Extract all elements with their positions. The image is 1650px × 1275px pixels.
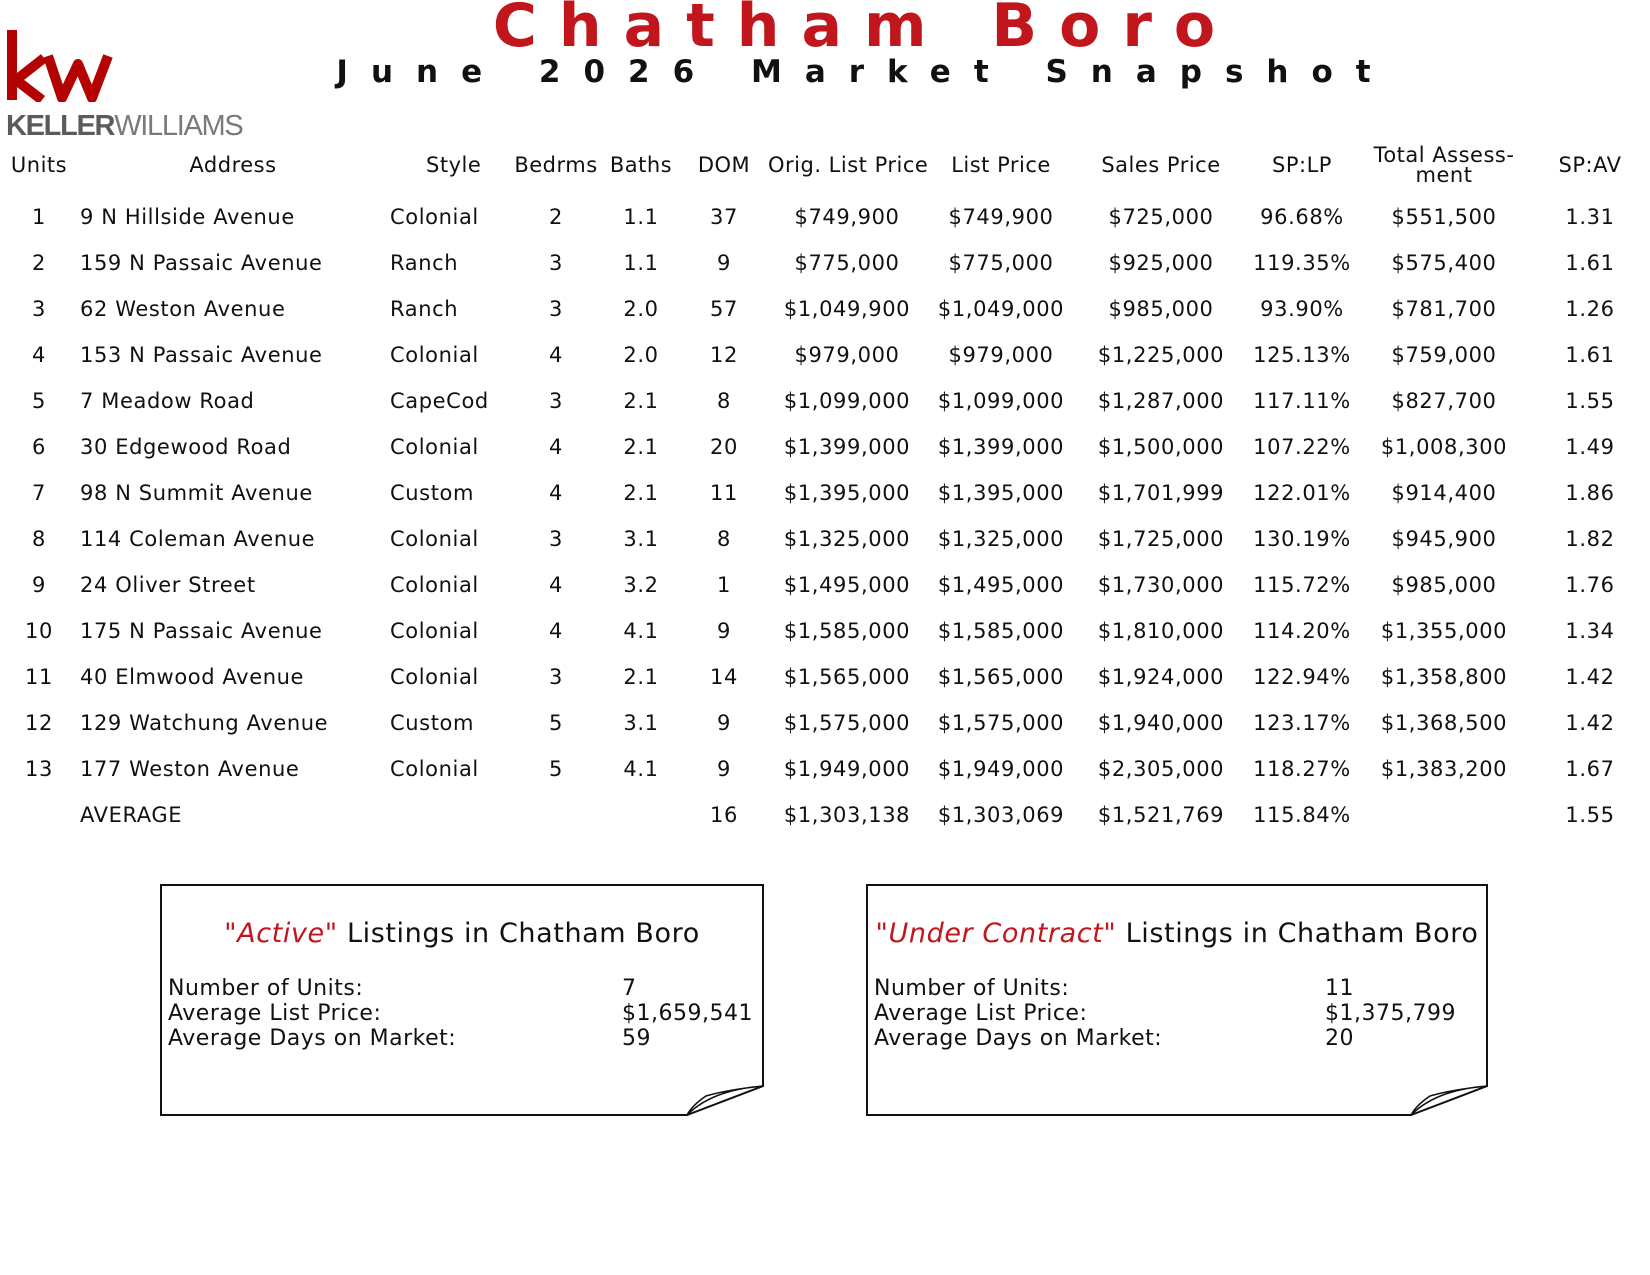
cell-total-assessment: $827,700 xyxy=(1391,389,1497,413)
average-sp-av: 1.55 xyxy=(1565,803,1615,827)
cell-sp-lp: 115.72% xyxy=(1253,573,1351,597)
cell-sp-lp: 125.13% xyxy=(1253,343,1351,367)
cell-bedrooms: 5 xyxy=(549,711,563,735)
cell-list-price: $1,325,000 xyxy=(937,527,1065,551)
cell-total-assessment: $1,355,000 xyxy=(1380,619,1508,643)
cell-sp-lp: 107.22% xyxy=(1253,435,1351,459)
average-list-price: $1,303,069 xyxy=(937,803,1065,827)
cell-address: 98 N Summit Avenue xyxy=(80,481,313,505)
cell-sp-av: 1.49 xyxy=(1565,435,1615,459)
cell-sp-lp: 122.94% xyxy=(1253,665,1351,689)
cell-bedrooms: 2 xyxy=(549,205,563,229)
cell-total-assessment: $1,383,200 xyxy=(1380,757,1508,781)
cell-address: 175 N Passaic Avenue xyxy=(80,619,323,643)
cell-baths: 3.2 xyxy=(623,573,659,597)
active-price-value: $1,659,541 xyxy=(622,1001,753,1026)
cell-list-price: $1,049,000 xyxy=(937,297,1065,321)
cell-sales-price: $1,500,000 xyxy=(1097,435,1225,459)
cell-sp-lp: 123.17% xyxy=(1253,711,1351,735)
cell-total-assessment: $1,368,500 xyxy=(1380,711,1508,735)
cell-sales-price: $1,940,000 xyxy=(1097,711,1225,735)
cell-list-price: $1,585,000 xyxy=(937,619,1065,643)
cell-bedrooms: 3 xyxy=(549,251,563,275)
cell-empty xyxy=(602,792,680,838)
table-row xyxy=(0,654,1650,700)
cell-baths: 2.1 xyxy=(623,389,659,413)
cell-style: Colonial xyxy=(390,435,479,459)
average-label: AVERAGE xyxy=(80,803,183,827)
cell-empty xyxy=(1358,792,1530,838)
cell-style: Colonial xyxy=(390,527,479,551)
cell-empty xyxy=(388,792,510,838)
cell-baths: 2.1 xyxy=(623,481,659,505)
cell-total-assessment: $781,700 xyxy=(1391,297,1497,321)
table-row xyxy=(0,378,1650,424)
cell-sp-av: 1.26 xyxy=(1565,297,1615,321)
active-units-value: 7 xyxy=(622,976,637,1001)
column-header-address: Address xyxy=(189,153,277,177)
cell-address: 9 N Hillside Avenue xyxy=(80,205,295,229)
cell-dom: 9 xyxy=(717,757,731,781)
cell-sales-price: $1,810,000 xyxy=(1097,619,1225,643)
active-listings-box xyxy=(160,884,764,1116)
cell-total-assessment: $759,000 xyxy=(1391,343,1497,367)
column-header-sp-av: SP:AV xyxy=(1558,153,1622,177)
table-row xyxy=(0,286,1650,332)
cell-dom: 12 xyxy=(710,343,738,367)
cell-sp-av: 1.86 xyxy=(1565,481,1615,505)
cell-baths: 3.1 xyxy=(623,527,659,551)
active-title-rest: Listings in Chatham Boro xyxy=(346,918,700,949)
cell-address: 7 Meadow Road xyxy=(80,389,255,413)
cell-sp-lp: 114.20% xyxy=(1253,619,1351,643)
cell-unit-number: 5 xyxy=(32,389,46,413)
cell-orig-list-price: $1,395,000 xyxy=(783,481,911,505)
contract-price-label: Average List Price: xyxy=(874,1001,1088,1026)
cell-orig-list-price: $1,325,000 xyxy=(783,527,911,551)
cell-orig-list-price: $1,575,000 xyxy=(783,711,911,735)
cell-address: 30 Edgewood Road xyxy=(80,435,292,459)
cell-sp-lp: 96.68% xyxy=(1260,205,1344,229)
cell-total-assessment: $575,400 xyxy=(1391,251,1497,275)
cell-total-assessment: $985,000 xyxy=(1391,573,1497,597)
assessment-header-line1: Total Assess- xyxy=(1373,143,1515,167)
cell-address: 129 Watchung Avenue xyxy=(80,711,329,735)
cell-list-price: $1,565,000 xyxy=(937,665,1065,689)
cell-sales-price: $1,225,000 xyxy=(1097,343,1225,367)
table-row xyxy=(0,516,1650,562)
cell-dom: 8 xyxy=(717,527,731,551)
column-header-sp-lp: SP:LP xyxy=(1272,153,1332,177)
average-sp-lp: 115.84% xyxy=(1253,803,1351,827)
cell-address: 159 N Passaic Avenue xyxy=(80,251,323,275)
cell-baths: 2.1 xyxy=(623,435,659,459)
cell-address: 177 Weston Avenue xyxy=(80,757,300,781)
cell-dom: 1 xyxy=(717,573,731,597)
sales-table xyxy=(0,136,1650,838)
cell-list-price: $1,395,000 xyxy=(937,481,1065,505)
cell-sales-price: $2,305,000 xyxy=(1097,757,1225,781)
cell-baths: 1.1 xyxy=(623,205,659,229)
cell-orig-list-price: $749,900 xyxy=(794,205,900,229)
cell-style: Custom xyxy=(390,481,475,505)
cell-sp-av: 1.55 xyxy=(1565,389,1615,413)
contract-box-title xyxy=(866,918,1488,949)
contract-units-value: 11 xyxy=(1325,976,1354,1001)
cell-baths: 2.0 xyxy=(623,343,659,367)
logo-word-williams: WILLIAMS xyxy=(114,110,243,142)
table-row xyxy=(0,470,1650,516)
table-row xyxy=(0,332,1650,378)
cell-unit-number: 2 xyxy=(32,251,46,275)
cell-sp-lp: 93.90% xyxy=(1260,297,1344,321)
cell-list-price: $1,399,000 xyxy=(937,435,1065,459)
cell-orig-list-price: $1,565,000 xyxy=(783,665,911,689)
cell-orig-list-price: $1,585,000 xyxy=(783,619,911,643)
cell-sp-av: 1.42 xyxy=(1565,711,1615,735)
cell-sp-lp: 117.11% xyxy=(1253,389,1351,413)
cell-style: Ranch xyxy=(390,297,459,321)
cell-baths: 4.1 xyxy=(623,619,659,643)
cell-total-assessment: $945,900 xyxy=(1391,527,1497,551)
column-header-list-price: List Price xyxy=(951,153,1051,177)
cell-sp-lp: 130.19% xyxy=(1253,527,1351,551)
cell-style: Ranch xyxy=(390,251,459,275)
cell-empty xyxy=(510,792,602,838)
cell-sp-av: 1.42 xyxy=(1565,665,1615,689)
table-row xyxy=(0,562,1650,608)
cell-unit-number: 6 xyxy=(32,435,46,459)
cell-list-price: $775,000 xyxy=(948,251,1054,275)
cell-sp-av: 1.61 xyxy=(1565,251,1615,275)
column-header-total-assessment xyxy=(1358,136,1530,194)
cell-style: Custom xyxy=(390,711,475,735)
table-row xyxy=(0,700,1650,746)
active-price-label: Average List Price: xyxy=(168,1001,382,1026)
page-subtitle: June 2026 Market Snapshot xyxy=(336,54,1394,90)
cell-style: CapeCod xyxy=(390,389,489,413)
cell-total-assessment: $1,008,300 xyxy=(1380,435,1508,459)
table-row xyxy=(0,608,1650,654)
cell-unit-number: 12 xyxy=(25,711,53,735)
cell-style: Colonial xyxy=(390,665,479,689)
cell-orig-list-price: $1,399,000 xyxy=(783,435,911,459)
cell-sp-lp: 119.35% xyxy=(1253,251,1351,275)
cell-sp-av: 1.76 xyxy=(1565,573,1615,597)
cell-sales-price: $1,725,000 xyxy=(1097,527,1225,551)
table-row xyxy=(0,424,1650,470)
cell-address: 24 Oliver Street xyxy=(80,573,256,597)
active-dom-value: 59 xyxy=(622,1026,651,1051)
active-units-label: Number of Units: xyxy=(168,976,364,1001)
contract-title-rest: Listings in Chatham Boro xyxy=(1125,918,1479,949)
average-orig-list-price: $1,303,138 xyxy=(783,803,911,827)
cell-list-price: $979,000 xyxy=(948,343,1054,367)
cell-unit-number: 1 xyxy=(32,205,46,229)
cell-sales-price: $1,287,000 xyxy=(1097,389,1225,413)
cell-dom: 8 xyxy=(717,389,731,413)
average-row xyxy=(0,792,1650,838)
cell-sales-price: $725,000 xyxy=(1108,205,1214,229)
cell-unit-number: 4 xyxy=(32,343,46,367)
column-header-units: Units xyxy=(10,153,68,177)
active-box-title xyxy=(160,918,764,949)
cell-sp-av: 1.82 xyxy=(1565,527,1615,551)
cell-sales-price: $985,000 xyxy=(1108,297,1214,321)
cell-orig-list-price: $775,000 xyxy=(794,251,900,275)
cell-dom: 9 xyxy=(717,711,731,735)
cell-total-assessment: $551,500 xyxy=(1391,205,1497,229)
cell-baths: 3.1 xyxy=(623,711,659,735)
cell-dom: 57 xyxy=(710,297,738,321)
cell-style: Colonial xyxy=(390,205,479,229)
column-header-sales-price: Sales Price xyxy=(1101,153,1221,177)
cell-list-price: $1,099,000 xyxy=(937,389,1065,413)
table-row xyxy=(0,240,1650,286)
cell-sp-av: 1.31 xyxy=(1565,205,1615,229)
cell-baths: 2.1 xyxy=(623,665,659,689)
cell-orig-list-price: $1,099,000 xyxy=(783,389,911,413)
column-header-dom: DOM xyxy=(697,153,751,177)
cell-empty xyxy=(0,792,78,838)
cell-orig-list-price: $1,949,000 xyxy=(783,757,911,781)
table-header-row xyxy=(0,136,1650,194)
cell-bedrooms: 4 xyxy=(549,343,563,367)
cell-style: Colonial xyxy=(390,619,479,643)
average-sales-price: $1,521,769 xyxy=(1097,803,1225,827)
column-header-style: Style xyxy=(426,153,482,177)
column-header-bedrooms: Bedrms xyxy=(514,153,598,177)
cell-unit-number: 11 xyxy=(25,665,53,689)
cell-style: Colonial xyxy=(390,573,479,597)
cell-sales-price: $925,000 xyxy=(1108,251,1214,275)
cell-style: Colonial xyxy=(390,757,479,781)
cell-baths: 4.1 xyxy=(623,757,659,781)
active-title-accent: "Active" xyxy=(224,918,338,949)
cell-address: 153 N Passaic Avenue xyxy=(80,343,323,367)
cell-unit-number: 8 xyxy=(32,527,46,551)
cell-dom: 20 xyxy=(710,435,738,459)
table-row xyxy=(0,194,1650,240)
contract-title-accent: "Under Contract" xyxy=(875,918,1117,949)
cell-sp-av: 1.67 xyxy=(1565,757,1615,781)
cell-baths: 2.0 xyxy=(623,297,659,321)
active-dom-label: Average Days on Market: xyxy=(168,1026,457,1051)
cell-bedrooms: 5 xyxy=(549,757,563,781)
cell-unit-number: 3 xyxy=(32,297,46,321)
cell-sales-price: $1,924,000 xyxy=(1097,665,1225,689)
cell-total-assessment: $914,400 xyxy=(1391,481,1497,505)
cell-address: 114 Coleman Avenue xyxy=(80,527,316,551)
cell-address: 40 Elmwood Avenue xyxy=(80,665,305,689)
cell-dom: 9 xyxy=(717,619,731,643)
cell-sp-av: 1.34 xyxy=(1565,619,1615,643)
cell-sp-lp: 122.01% xyxy=(1253,481,1351,505)
cell-bedrooms: 4 xyxy=(549,573,563,597)
cell-style: Colonial xyxy=(390,343,479,367)
average-dom: 16 xyxy=(710,803,738,827)
table-body xyxy=(0,194,1650,838)
cell-bedrooms: 3 xyxy=(549,665,563,689)
cell-baths: 1.1 xyxy=(623,251,659,275)
cell-sp-lp: 118.27% xyxy=(1253,757,1351,781)
cell-dom: 9 xyxy=(717,251,731,275)
contract-units-label: Number of Units: xyxy=(874,976,1070,1001)
cell-list-price: $1,949,000 xyxy=(937,757,1065,781)
cell-bedrooms: 3 xyxy=(549,297,563,321)
contract-price-value: $1,375,799 xyxy=(1325,1001,1456,1026)
table-row xyxy=(0,746,1650,792)
cell-dom: 14 xyxy=(710,665,738,689)
cell-sp-av: 1.61 xyxy=(1565,343,1615,367)
cell-bedrooms: 3 xyxy=(549,389,563,413)
cell-dom: 37 xyxy=(710,205,738,229)
page-title: Chatham Boro xyxy=(492,0,1238,61)
cell-total-assessment: $1,358,800 xyxy=(1380,665,1508,689)
cell-dom: 11 xyxy=(710,481,738,505)
cell-unit-number: 7 xyxy=(32,481,46,505)
cell-bedrooms: 4 xyxy=(549,481,563,505)
contract-dom-label: Average Days on Market: xyxy=(874,1026,1163,1051)
column-header-orig-list-price: Orig. List Price xyxy=(768,153,929,177)
cell-address: 62 Weston Avenue xyxy=(80,297,286,321)
cell-unit-number: 10 xyxy=(25,619,53,643)
cell-bedrooms: 4 xyxy=(549,619,563,643)
cell-list-price: $1,575,000 xyxy=(937,711,1065,735)
column-header-baths: Baths xyxy=(609,153,673,177)
cell-bedrooms: 4 xyxy=(549,435,563,459)
cell-orig-list-price: $1,049,900 xyxy=(783,297,911,321)
cell-sales-price: $1,730,000 xyxy=(1097,573,1225,597)
cell-list-price: $1,495,000 xyxy=(937,573,1065,597)
cell-list-price: $749,900 xyxy=(948,205,1054,229)
cell-unit-number: 13 xyxy=(25,757,53,781)
contract-dom-value: 20 xyxy=(1325,1026,1354,1051)
cell-unit-number: 9 xyxy=(32,573,46,597)
logo-word-keller: KELLER xyxy=(6,110,115,142)
assessment-header-line2: ment xyxy=(1415,163,1473,187)
cell-orig-list-price: $1,495,000 xyxy=(783,573,911,597)
cell-orig-list-price: $979,000 xyxy=(794,343,900,367)
cell-sales-price: $1,701,999 xyxy=(1097,481,1225,505)
cell-bedrooms: 3 xyxy=(549,527,563,551)
under-contract-listings-box xyxy=(866,884,1488,1116)
